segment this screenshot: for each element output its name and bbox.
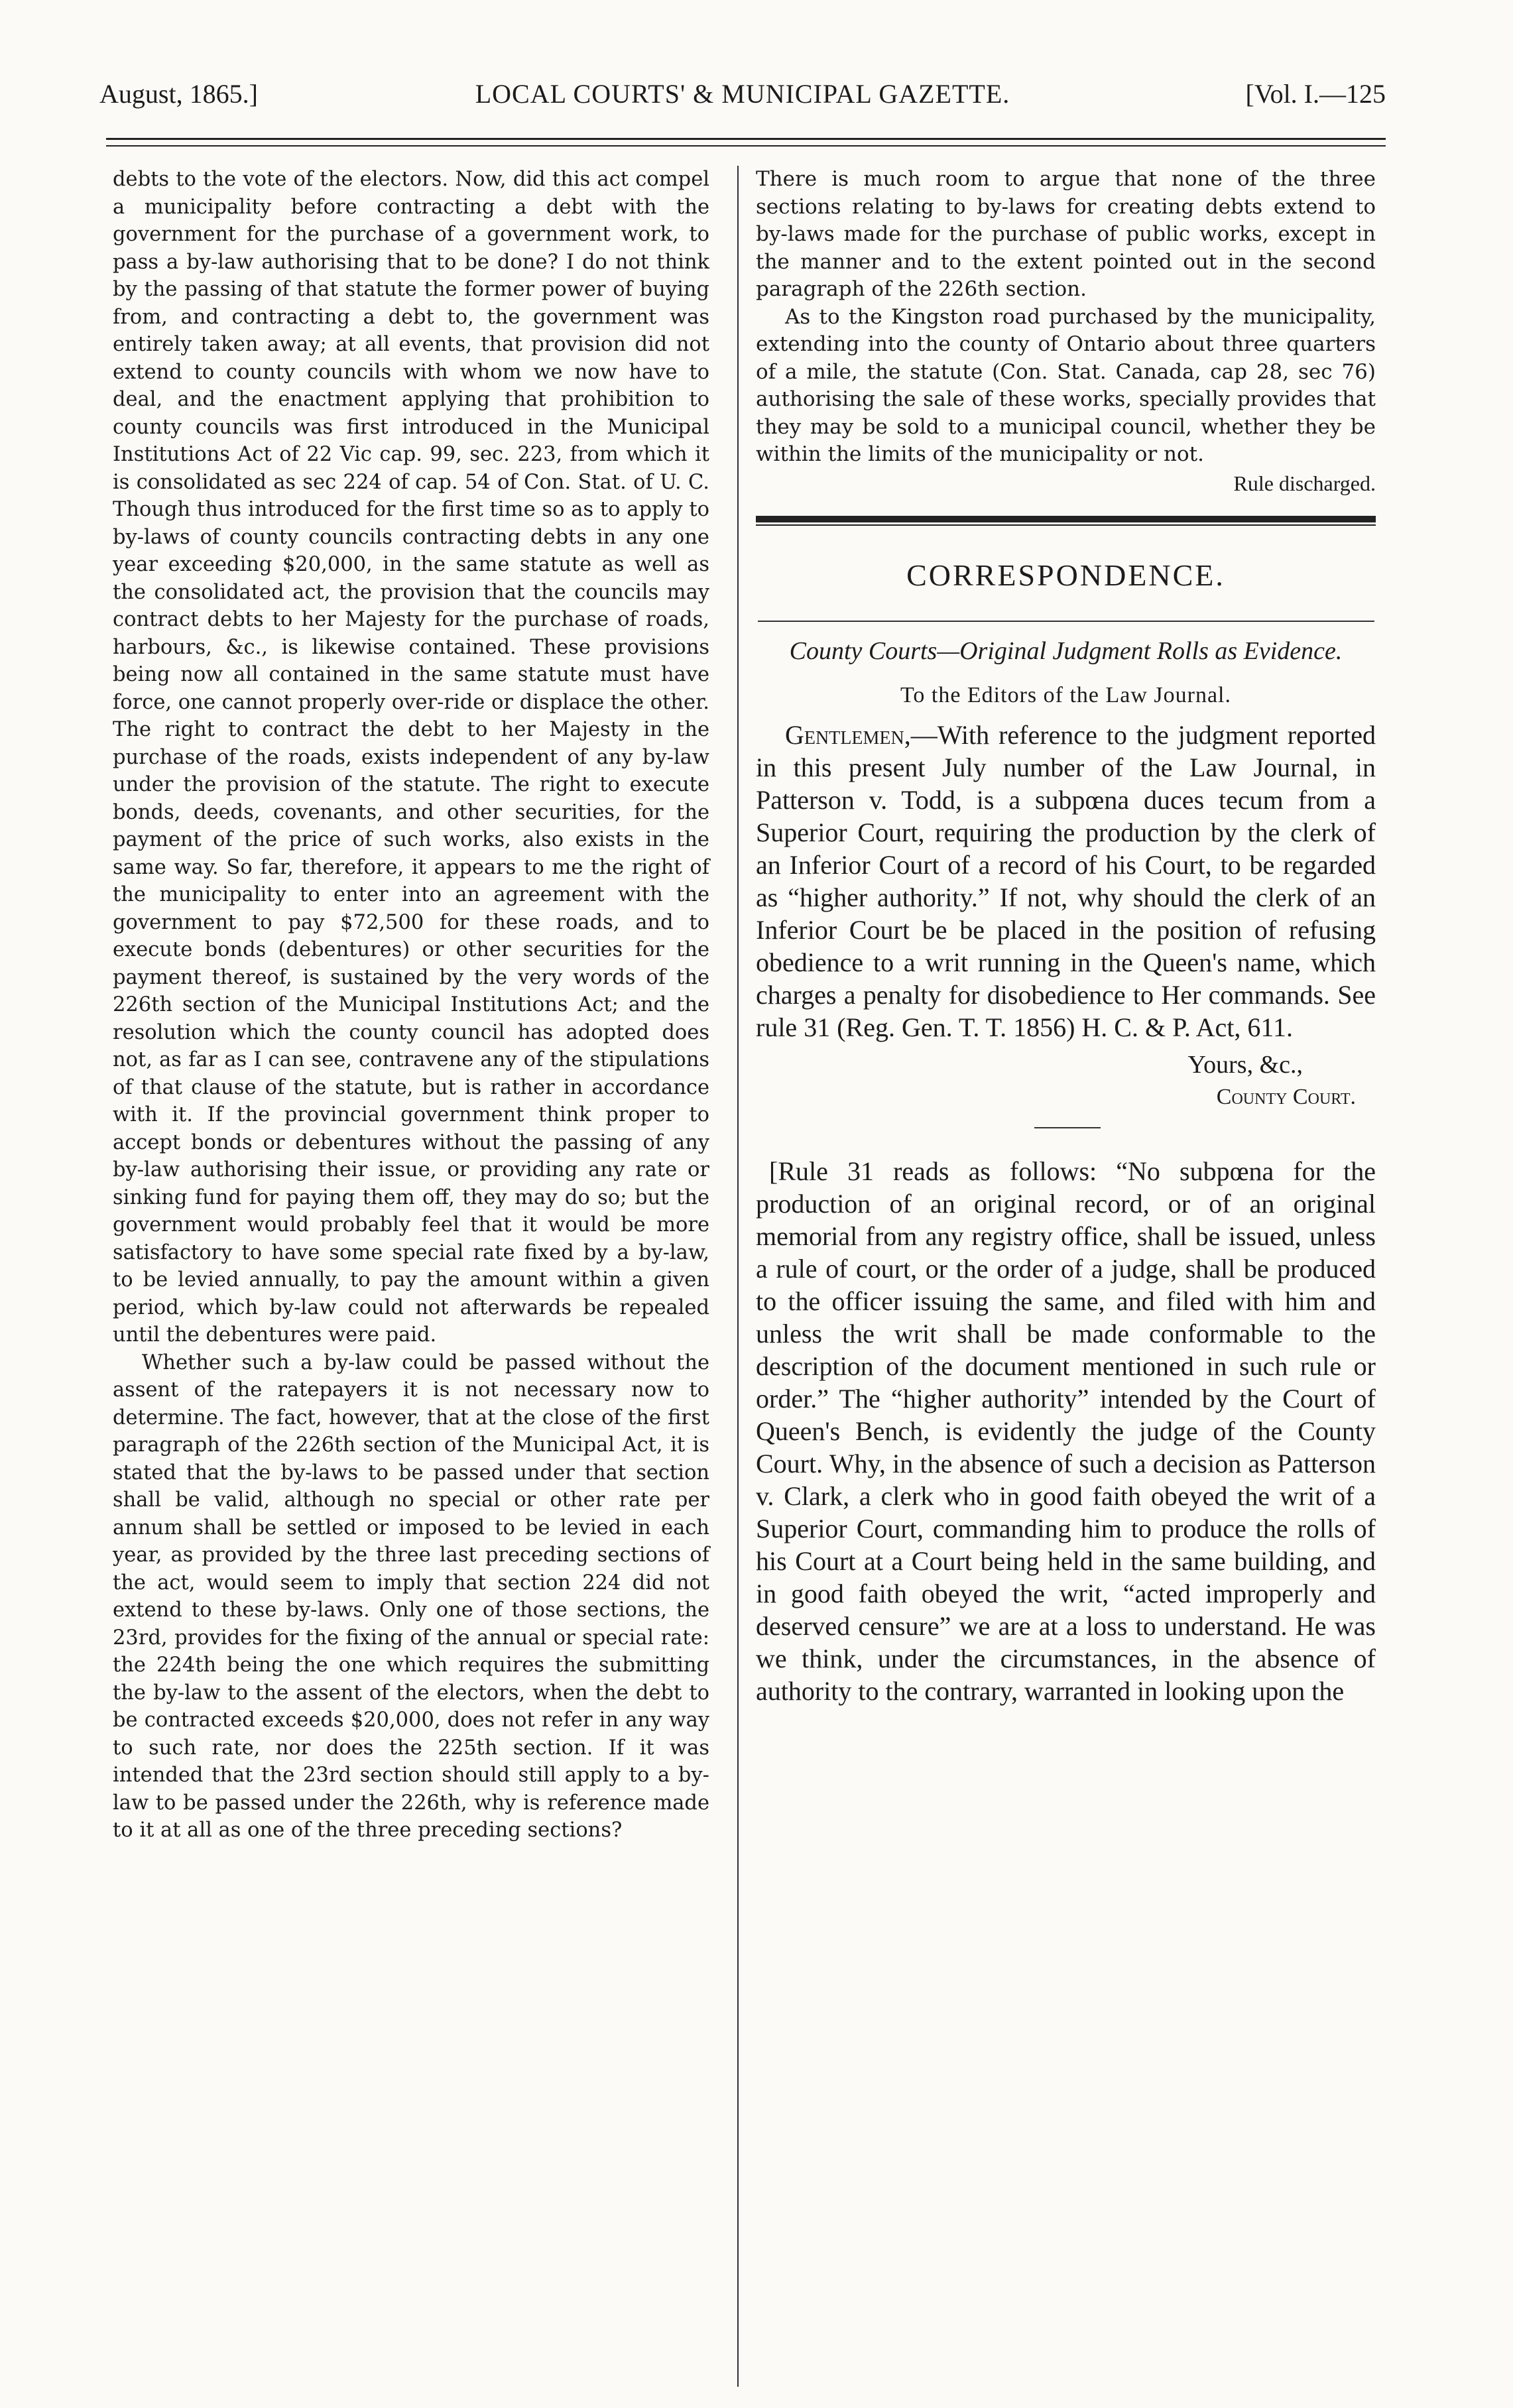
letter-text: —With reference to the judgment reported in this present July number of the Law Journal, in Patterson v. Todd, is a subpœna duces tecum from a Superior Court, requiring the production by the clerk of an Inferior Court of a record of his Court, to be regarded as “higher authority.” If not, why should the clerk of an Inferior Court be be placed in the position of refusing obedience to a writ running in the Queen's name, which charges a penalty for disobedience to Her commands. See rule 31 (Reg. Gen. T. T. 1856) H. C. & P. Act, 611. [756,719,1376,1042]
page-header [99,78,1386,131]
section-thick-rule [756,516,1376,522]
letter-body [756,719,1376,1044]
kingston-road-paragraph: As to the Kingston road purchased by the municipality, extending into the county of Ontario about three quarters of a mile, the statute (Con. Stat. Canada, cap 28, sec 76) authorising the sale of these works, specially provides that they may be sold to a municipal council, whether they be within the limits of the municipality or not. [756,304,1376,466]
article-title: County Courts—Original Judgment Rolls as Evidence. [789,636,1343,665]
left-column [113,166,709,1844]
volume-page-number: [Vol. I.—125 [1245,79,1386,109]
left-paragraph-2: Whether such a by-law could be passed without the assent of the ratepayers it is not necessary now to determine. The fact, however, that at the close of the first paragraph of the 226th section of the Municipal Act, it is stated that the by-laws to be passed under that section shall be valid, although no special or other rate per annum shall be settled or imposed to be levied in each year, as provided by the three last preceding sections of the act, would seem to imply that section 224 did not extend to these by-laws. Only one of those sections, the 23rd, provides for the fixing of the annual or special rate: the 224th being the one which requires the submitting the by-law to the assent of the electors, when the debt to be contracted exceeds $20,000, does not refer in any way to such rate, nor does the 225th section. If it was intended that the 23rd section should still apply to a by-law to be passed under the 226th, why is reference made to it at all as one of the three preceding sections? [113,1351,709,1842]
right-column [756,166,1376,1707]
title-divider [758,621,1374,622]
signature-closing: Yours, &c., [1187,1050,1303,1079]
letter-end-rule [1034,1127,1101,1128]
editor-note-text: [Rule 31 reads as follows: “No subpœna for the production of an original record, or of an original memorial from any registry office, shall be issued, unless a rule of court, or the order of a judge, shall be produced to the officer issuing the same, and filed with him and unless the writ shall be made conformable to the description of the document mentioned in such rule or order.” The “higher authority” intended by the Court of Queen's Bench, is evidently the judge of the County Court. Why, in the absence of such a decision as Patterson v. Clark, a clerk who in good faith obeyed the writ of a Superior Court, commanding him to produce the rolls of his Court at a Court being held in the same building, and in good faith obeyed the writ, “acted improperly and deserved censure” we are at a loss to understand. He was we think, under the circumstances, in the absence of authority to the contrary, warranted in looking upon the [756,1156,1376,1706]
header-double-rule [106,138,1386,147]
issue-date: August, 1865.] [99,79,258,109]
editor-note [756,1155,1376,1707]
salutation-heading: To the Editors of the Law Journal. [900,682,1231,707]
publication-title: LOCAL COURTS' & MUNICIPAL GAZETTE. [475,79,1010,109]
right-intro-paragraph: There is much room to argue that none of the three sections relating to by-laws for creating debts extend to by-laws made for the purchase of public works, except in the manner and to the extent pointed out in the second paragraph of the 226th section. [756,167,1376,301]
section-thin-rule [756,524,1376,526]
left-paragraph-1: debts to the vote of the electors. Now, did this act compel a municipality before contracting a debt with the government for the purchase of a government work, to pass a by-law authorising that to be done? I do not think by the passing of that statute the former power of buying from, and contracting a debt to, the government was entirely taken away; at all events, that provision did not extend to county councils with whom we now have to deal, and the enactment applying that prohibition to county councils was first introduced in the Municipal Institutions Act of 22 Vic cap. 99, sec. 223, from which it is consolidated as sec 224 of cap. 54 of Con. Stat. of U. C. Though thus introduced for the first time so as to apply to by-laws of county councils contracting debts in any one year exceeding $20,000, in the same statute as well as the consolidated act, the provision that the councils may contract debts to her Majesty for the purchase of roads, harbours, &c., is likewise contained. These provisions being now all contained in the same statute must have force, one cannot properly over-ride or displace the other. The right to contract the debt to her Majesty in the purchase of the roads, exists independent of any by-law under the provision of the statute. The right to execute bonds, deeds, covenants, and other securities, for the payment of the price of such works, also exists in the same way. So far, therefore, it appears to me the right of the municipality to enter into an agreement with the government to pay $72,500 for these roads, and to execute bonds (debentures) or other securities for the payment thereof, is sustained by the very words of the 226th section of the Municipal Institutions Act; and the resolution which the county council has adopted does not, as far as I can see, contravene any of the stipulations of that clause of the statute, but is rather in accordance with it. If the provincial government think proper to accept bonds or debentures without the passing of any by-law authorising their issue, or providing any rate or sinking fund for paying them off, they may do so; but the government would probably feel that it would be more satisfactory to have some special rate fixed by a by-law, to be levied annually, to pay the amount within a given period, which by-law could not afterwards be repealed until the debentures were paid. [113,168,709,1347]
letter-salutation: Gentlemen, [785,719,911,750]
section-title: CORRESPONDENCE. [906,558,1225,592]
column-divider [737,166,739,2387]
signature-name: County Court. [1216,1084,1356,1109]
rule-discharged: Rule discharged. [1233,471,1376,495]
